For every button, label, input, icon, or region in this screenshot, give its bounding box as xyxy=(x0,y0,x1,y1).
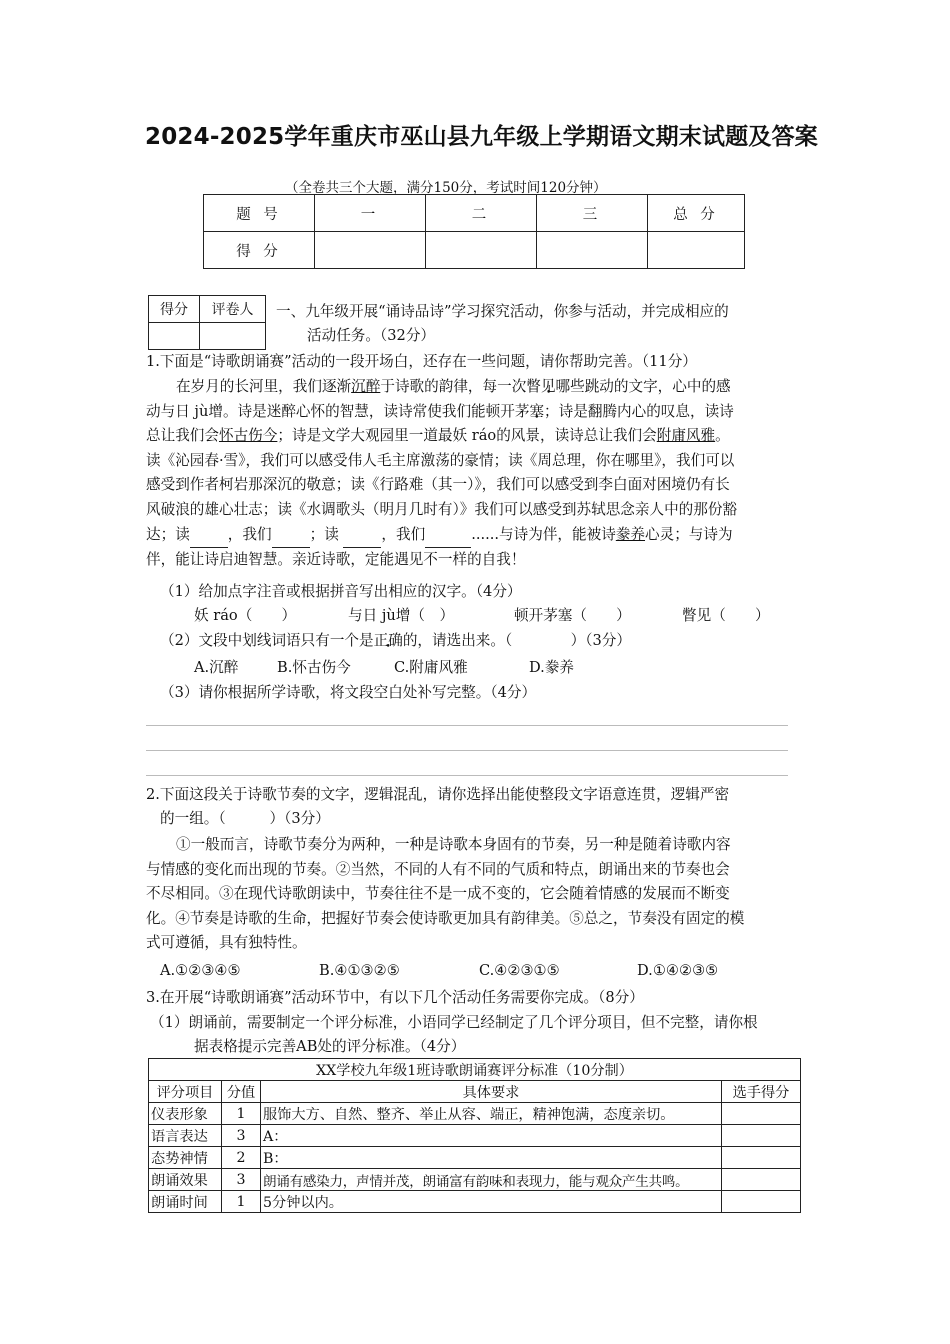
row-points: 2 xyxy=(222,1147,261,1169)
fill-blank[interactable] xyxy=(190,523,228,549)
text: 化。④节奏是诗歌的生命，把握好节奏会使诗歌更加具有韵律美。⑤总之，节奏没有固定的模 xyxy=(146,909,745,927)
text: 在岁月的长河里，我们逐渐 xyxy=(176,378,352,395)
pinyin-item-3: 顿开茅塞（ ） xyxy=(514,607,631,624)
rating-table-caption: XX学校九年级1班诗歌朗诵赛评分标准（10分制） xyxy=(149,1059,801,1081)
dotted-char: 塞 xyxy=(529,402,545,420)
q3-sub1-line1: （1）朗诵前，需要制定一个评分标准，小语同学已经制定了几个评分项目，但不完整，请你根 xyxy=(150,1014,758,1031)
grader-name-cell[interactable] xyxy=(200,323,266,350)
rating-table xyxy=(148,1058,801,1213)
fill-blank[interactable] xyxy=(425,523,471,549)
q1-sub1: （1）给加点字注音或根据拼音写出相应的汉字。（4分） xyxy=(160,583,522,600)
row-score-cell[interactable] xyxy=(722,1103,801,1125)
underlined-word: 沉醉 xyxy=(351,378,381,395)
text: 不尽相同。③在现代诗歌朗读中，节奏往往不是一成不变的，它会随着情感的发展而不断变 xyxy=(146,885,730,903)
answer-line[interactable] xyxy=(146,750,788,751)
text: ，我们 xyxy=(381,525,426,543)
q2-option-d[interactable]: D.①④②③⑤ xyxy=(637,962,719,979)
row-item: 朗诵效果 xyxy=(149,1169,222,1191)
text: 感受到作者柯岩那深沉的敬意；读《行路难（其一）》，我们可以感受到李白面对困境仍有长 xyxy=(146,476,730,494)
header-item: 评分项目 xyxy=(149,1081,222,1103)
pinyin-item-2: 与日 jù增（ ） xyxy=(348,607,455,624)
row-requirement: 朗诵有感染力，声情并茂，朗诵富有韵味和表现力，能与观众产生共鸣。 xyxy=(261,1169,722,1191)
pinyin-item-1: 妖 ráo（ ） xyxy=(194,607,297,624)
dotted-word: 正确 xyxy=(373,632,403,649)
row-requirement: 服饰大方、自然、整齐、举止从容、端正，精神饱满，态度亲切。 xyxy=(261,1103,722,1125)
row-score-cell[interactable] xyxy=(722,1191,801,1213)
text: 心灵；与诗为 xyxy=(645,525,733,543)
text: 总让我们会 xyxy=(146,427,219,445)
q2-stem-line2: 的一组。（ ）（3分） xyxy=(160,810,330,827)
underlined-word: 怀古伤今 xyxy=(218,427,278,445)
text: 达；读 xyxy=(146,525,190,543)
answer-line[interactable] xyxy=(146,725,788,726)
option-a[interactable]: A.沉醉 xyxy=(194,659,239,676)
fill-blank[interactable] xyxy=(343,523,381,549)
row-points: 3 xyxy=(222,1125,261,1147)
q2-passage xyxy=(146,833,810,956)
row-item: 仪表形象 xyxy=(149,1103,222,1125)
pinyin-item-4: 瞥见（ ） xyxy=(682,607,770,624)
row-points: 1 xyxy=(222,1191,261,1213)
score-table xyxy=(203,194,745,269)
row-item: 语言表达 xyxy=(149,1125,222,1147)
q1-sub3: （3）请你根据所学诗歌，将文段空白处补写完整。（4分） xyxy=(160,684,537,701)
page-title: 2024-2025学年重庆市巫山县九年级上学期语文期末试题及答案 xyxy=(145,124,818,150)
header-score: 选手得分 xyxy=(722,1081,801,1103)
row-requirement-b[interactable]: B： xyxy=(261,1147,722,1169)
q3-stem: 3.在开展“诗歌朗诵赛”活动环节中，有以下几个活动任务需要你完成。（8分） xyxy=(146,989,644,1006)
q3-sub1-line2: 据表格提示完善AB处的评分标准。（4分） xyxy=(194,1038,466,1055)
text: 与情感的变化而出现的节奏。②当然，不同的人有不同的气质和特点，朗诵出来的节奏也会 xyxy=(146,860,730,878)
row-score-cell[interactable] xyxy=(722,1125,801,1147)
text: ......与诗为伴，能被诗 xyxy=(471,525,616,543)
row-points: 3 xyxy=(222,1169,261,1191)
option-d[interactable]: D.豢养 xyxy=(529,659,575,676)
option-c[interactable]: C.附庸风雅 xyxy=(394,659,468,676)
row-item: 态势神情 xyxy=(149,1147,222,1169)
text: ；诗是文学大观园里一道最妖 ráo的风景，读诗总让我们会 xyxy=(277,427,657,445)
option-b[interactable]: B.怀古伤今 xyxy=(277,659,351,676)
score-cell[interactable] xyxy=(426,232,537,269)
row-score-cell[interactable] xyxy=(722,1147,801,1169)
header-points: 分值 xyxy=(222,1081,261,1103)
q2-stem-line1: 2.下面这段关于诗歌节奏的文字，逻辑混乱，请你选择出能使整段文字语意连贯，逻辑严密 xyxy=(146,786,730,803)
q1-sub2: （2）文段中划线词语只有一个是 xyxy=(160,632,374,649)
text: 。 xyxy=(715,427,730,445)
score-cell[interactable] xyxy=(648,232,745,269)
q1-passage xyxy=(146,375,810,573)
text: 动与日 jù增。诗是迷醉心怀的智慧，读诗常使我们能顿开茅 xyxy=(146,402,530,420)
underlined-word: 附庸风雅 xyxy=(656,427,716,445)
text: ，我们 xyxy=(227,525,272,543)
table-row xyxy=(149,1125,801,1147)
text: 于诗歌的韵律，每一次 xyxy=(380,378,527,395)
score-row-label: 得 分 xyxy=(204,232,315,269)
table-row xyxy=(149,1169,801,1191)
text: ；读 xyxy=(309,525,344,543)
score-header-label: 题 号 xyxy=(204,195,315,232)
header-requirements: 具体要求 xyxy=(261,1081,722,1103)
section-1-heading-line2: 活动任务。（32分） xyxy=(307,327,436,344)
fill-blank[interactable] xyxy=(272,523,310,549)
q2-option-a[interactable]: A.①②③④⑤ xyxy=(160,962,241,979)
grader-score-cell[interactable] xyxy=(149,323,200,350)
exam-info: （全卷共三个大题，满分150分，考试时间120分钟） xyxy=(285,180,607,196)
answer-line[interactable] xyxy=(146,775,788,776)
row-requirement: 5分钟以内。 xyxy=(261,1191,722,1213)
row-item: 朗诵时间 xyxy=(149,1191,222,1213)
underlined-word: 豢养 xyxy=(615,525,646,543)
text: ；诗是翻腾内心的叹息，读诗 xyxy=(544,402,734,420)
text: ①一般而言，诗歌节奏分为两种，一种是诗歌本身固有的节奏，另一种是随着诗歌内容 xyxy=(176,836,731,853)
score-header-total: 总 分 xyxy=(648,195,745,232)
table-row xyxy=(149,1147,801,1169)
q1-stem: 1.下面是“诗歌朗诵赛”活动的一段开场白，还存在一些问题，请你帮助完善。（11分） xyxy=(146,353,697,370)
text: 读《沁园春·雪》，我们可以感受伟人毛主席激荡的豪情；读《周总理，你在哪里》，我们可以 xyxy=(146,451,735,469)
text: 风破浪的雄心壮志；读《水调歌头（明月几时有）》我们可以感受到苏轼思念亲人中的那份豁 xyxy=(146,500,738,518)
text: 的，请选出来。（ ）（3分） xyxy=(402,632,631,649)
grader-score-label: 得分 xyxy=(149,296,200,323)
text: 见哪些跳动的文字，心中的感 xyxy=(540,378,731,395)
grader-name-label: 评卷人 xyxy=(200,296,266,323)
row-points: 1 xyxy=(222,1103,261,1125)
score-header-3: 三 xyxy=(537,195,648,232)
score-header-2: 二 xyxy=(426,195,537,232)
row-requirement-a[interactable]: A： xyxy=(261,1125,722,1147)
score-cell[interactable] xyxy=(315,232,426,269)
table-row xyxy=(149,1103,801,1125)
score-cell[interactable] xyxy=(537,232,648,269)
score-header-1: 一 xyxy=(315,195,426,232)
table-row xyxy=(149,1191,801,1213)
text: 式可遵循，具有独特性。 xyxy=(146,934,307,952)
section-1-heading-line1: 一、九年级开展“诵诗品诗”学习探究活动，你参与活动，并完成相应的 xyxy=(276,303,729,320)
row-score-cell[interactable] xyxy=(722,1169,801,1191)
text: 伴，能让诗启迪智慧。亲近诗歌，定能遇见不一样的自我！ xyxy=(146,551,526,569)
q2-option-b[interactable]: B.④①③②⑤ xyxy=(319,962,400,979)
grader-table xyxy=(148,295,266,350)
q2-option-c[interactable]: C.④②③①⑤ xyxy=(479,962,560,979)
dotted-char: 瞥 xyxy=(526,378,541,395)
